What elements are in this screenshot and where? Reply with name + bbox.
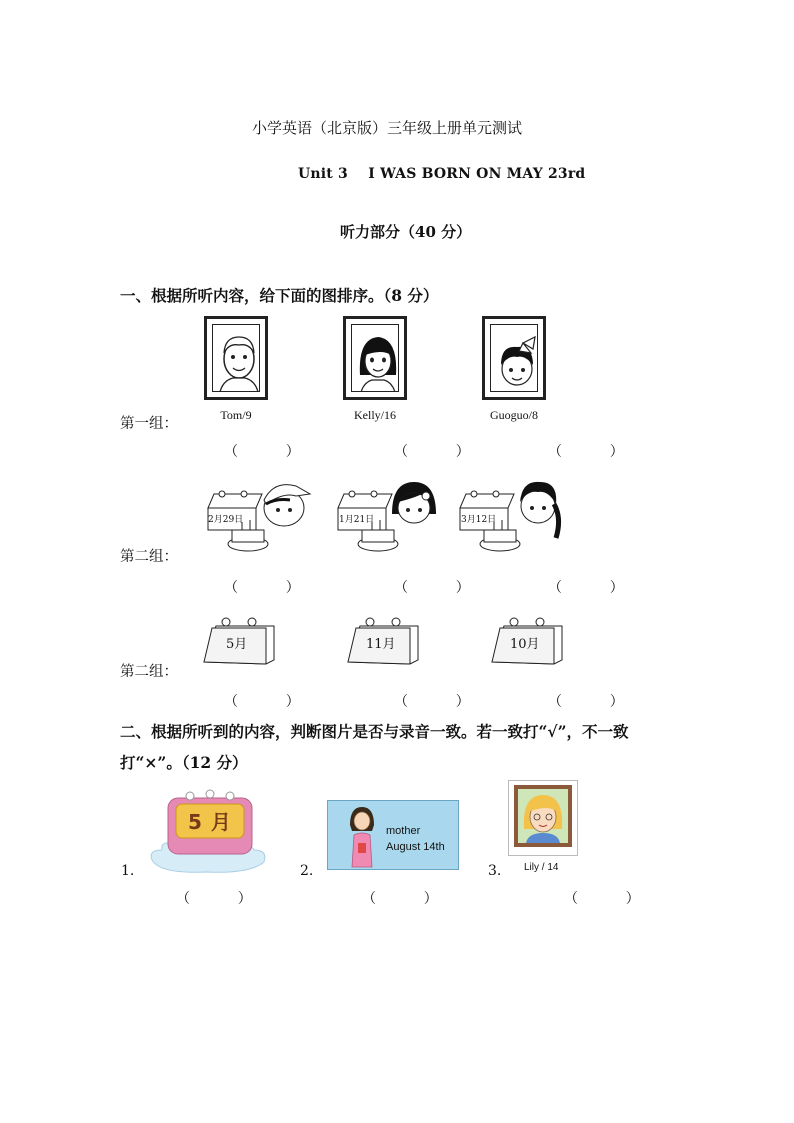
portrait-guoguo xyxy=(482,316,546,400)
answer-blank[interactable]: （ ） xyxy=(548,694,630,710)
answer-blank[interactable]: （ ） xyxy=(394,580,476,596)
group2-label: 第二组： xyxy=(120,549,178,565)
caption-tom: Tom/9 xyxy=(220,408,252,422)
month-label: 10月 xyxy=(510,637,540,652)
date-label: 3月12日 xyxy=(461,515,497,525)
caption-guoguo: Guoguo/8 xyxy=(490,408,538,422)
answer-blank[interactable]: （ ） xyxy=(224,694,306,710)
may-calendar-picture xyxy=(146,788,270,882)
item-number: 3. xyxy=(488,863,502,879)
answer-blank[interactable]: （ ） xyxy=(224,580,306,596)
section2-heading: 二、根据所听到的内容，判断图片是否与录音一致。若一致打“√”，不一致 xyxy=(120,722,629,741)
answer-blank[interactable]: （ ） xyxy=(564,891,646,907)
girl-face-icon xyxy=(352,325,399,392)
answer-blank[interactable]: （ ） xyxy=(224,444,306,460)
answer-blank[interactable]: （ ） xyxy=(176,891,258,907)
unit-title: Unit 3 I WAS BORN ON MAY 23rd xyxy=(298,166,586,182)
woman-icon xyxy=(342,803,382,869)
girl-blonde-icon xyxy=(518,789,568,843)
group3-label: 第二组： xyxy=(120,664,178,680)
section1-heading: 一、根据所听内容，给下面的图排序。（8 分） xyxy=(120,286,439,305)
date-label: 2月29日 xyxy=(208,515,244,525)
section2-heading-cont: 打“×”。（12 分） xyxy=(120,753,248,772)
answer-blank[interactable]: （ ） xyxy=(362,891,444,907)
girl-with-bow-icon xyxy=(491,325,538,392)
portrait-caption: Lily / 14 xyxy=(524,862,559,873)
may-calendar-text: 5 月 xyxy=(188,810,231,834)
answer-blank[interactable]: （ ） xyxy=(394,444,476,460)
portrait-tom xyxy=(204,316,268,400)
boy-face-icon xyxy=(213,325,260,392)
portrait-kelly xyxy=(343,316,407,400)
item-number: 1. xyxy=(121,863,135,879)
answer-blank[interactable]: （ ） xyxy=(548,580,630,596)
group1-label: 第一组： xyxy=(120,416,178,432)
card-date: August 14th xyxy=(386,841,445,853)
month-label: 11月 xyxy=(366,637,396,652)
part-title: 听力部分（40 分） xyxy=(340,223,472,241)
mother-card xyxy=(327,800,459,870)
date-label: 1月21日 xyxy=(339,515,375,525)
month-label: 5月 xyxy=(226,637,248,652)
answer-blank[interactable]: （ ） xyxy=(548,444,630,460)
item-number: 2. xyxy=(300,863,314,879)
lily-portrait xyxy=(508,780,578,856)
answer-blank[interactable]: （ ） xyxy=(394,694,476,710)
card-relation: mother xyxy=(386,825,421,837)
page-title: 小学英语（北京版）三年级上册单元测试 xyxy=(252,119,523,137)
caption-kelly: Kelly/16 xyxy=(354,408,396,422)
